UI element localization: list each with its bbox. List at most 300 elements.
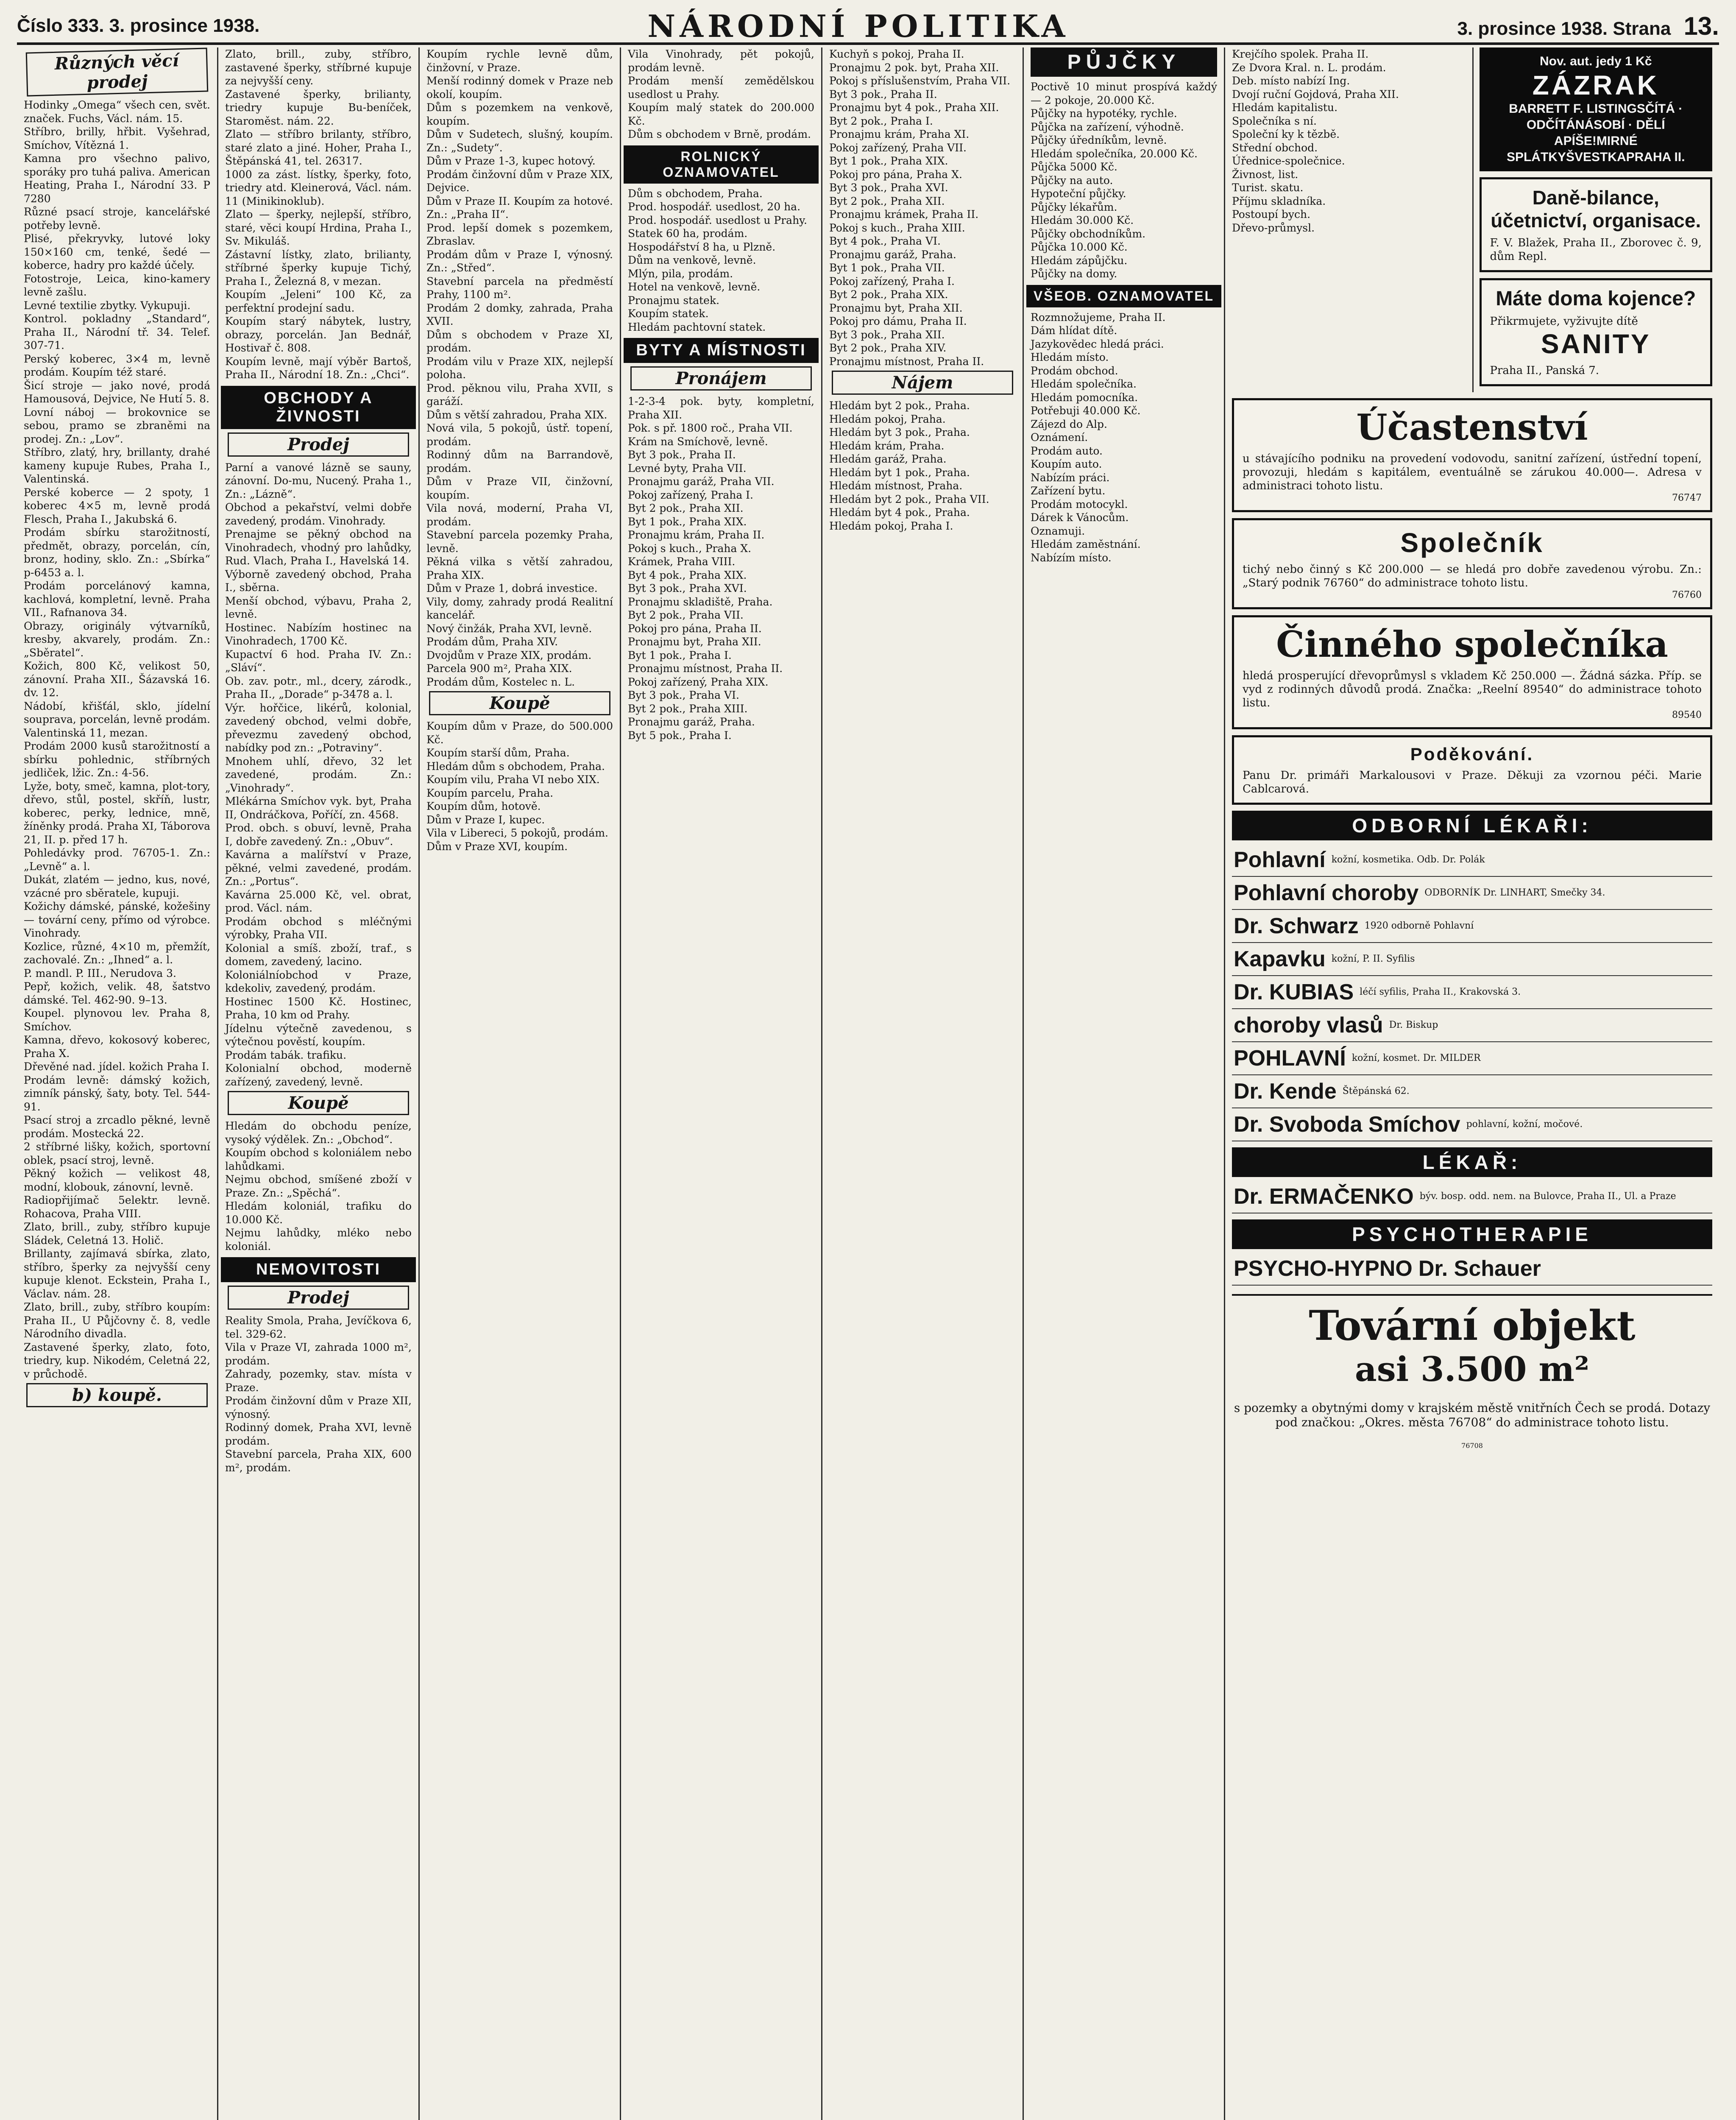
classified-ad: Hledám místo. (1031, 351, 1109, 363)
lekar-name: Dr. Kende (1234, 1079, 1337, 1104)
classified-ad: Krám na Smíchově, levně. (628, 435, 768, 448)
classified-ad: Vila nová, moderní, Praha VI, prodám. (426, 502, 613, 528)
classified-ad: BARRETT F. LISTING (1509, 102, 1637, 116)
classified-ad: Stříbro, brilly, hřbit. Vyšehrad, Smíchov, Vítězná 1. (24, 126, 210, 151)
classified-ad: Hledám pokoj, Praha. (829, 413, 946, 425)
classified-ad: Půjčky na domy. (1031, 268, 1117, 280)
classified-ad: Zástavní lístky, zlato, brilianty, stříbrné šperky kupuje Tichý, Praha I., Železná 8, v mezan. (225, 248, 412, 287)
classified-ad: Prodám 2000 kusů starožitností a sbírku pohlednic, stříbrných jedliček, lžic. Zn.: 4-56. (24, 740, 210, 779)
classified-ad: Dům v Praze II. Koupím za hotové. Zn.: „Praha II“. (426, 195, 613, 220)
classified-ad: Pokoj pro dámu, Praha II. (829, 315, 967, 327)
col7-left-ads (1232, 47, 1472, 392)
classified-ad: Prod. lepší domek s pozemkem, Zbraslav. (426, 221, 613, 247)
section-rolnicky: ROLNICKÝ OZNAMOVATEL (624, 145, 819, 184)
classified-ad: Hledám společníka, 20.000 Kč. (1031, 147, 1198, 160)
classified-ad: Pokoj s kuch., Praha XIII. (829, 221, 965, 234)
classified-ad: Půjčky lékařům. (1031, 201, 1117, 213)
classified-ad: Různé psací stroje, kancelářské potřeby levně. (24, 206, 210, 232)
classified-ad: Byt 3 pok., Praha XII. (829, 328, 945, 341)
classified-ad: Kavárna 25.000 Kč, vel. obrat, prod. Václ. nám. (225, 888, 412, 914)
classified-ad: Hledám společníka. (1031, 378, 1137, 390)
classified-ad: Hledám byt 4 pok., Praha. (829, 506, 970, 519)
classified-ad: Zlato — šperky, nejlepší, stříbro, staré, věci koupí Hrdina, Praha I., Sv. Mikuláš. (225, 208, 412, 247)
psycho-row (1232, 1252, 1712, 1286)
classified-ad: Lovní náboj — brokovnice se sebou, pramo se zbraněmi na prodej. Zn.: „Lov“. (24, 406, 210, 445)
classified-ad: Byt 1 pok., Praha XIX. (829, 155, 948, 167)
lekar-row-0 (1232, 844, 1712, 877)
classified-ad: Levné textilie zbytky. Vykupuji. (24, 299, 191, 312)
classified-ad: Prodám sbírku starožitností, předmět, obrazy, porcelán, cín, bronz, hodiny, sklo. Zn.: „Sbírka“ p-6453 a. l. (24, 526, 210, 579)
classified-ad: Prodám menší zemědělskou usedlost u Prahy. (628, 75, 814, 100)
classified-ad: Prodám dům v Praze I, výnosný. Zn.: „Střed“. (426, 248, 613, 274)
classified-ad: Byt 2 pok., Praha I. (829, 114, 933, 127)
classified-ad: Výr. hořčice, likérů, kolonial, zavedený obchod, velmi dobře, převezmu zavedený obchod, nabídky pod zn.: „Potraviny“. (225, 701, 412, 754)
classified-ad: Stavební parcela, Praha XIX, 600 m², prodám. (225, 1448, 412, 1474)
lekar-row-6 (1232, 1042, 1712, 1075)
lekar-detail: Dr. Biskup (1389, 1020, 1438, 1030)
classified-ad: Hledám byt 3 pok., Praha. (829, 426, 970, 438)
classified-ad: Hledám zápůjčku. (1031, 254, 1128, 267)
classified-ad: Pěkná vilka s větší zahradou, Praha XIX. (426, 555, 613, 581)
classified-ad: Obchod a pekařství, velmi dobře zavedený, prodám. Vinohrady. (225, 501, 412, 527)
classified-ad: Statek 60 ha, prodám. (628, 227, 748, 240)
classified-ad: Vily, domy, zahrady prodá Realitní kancelář. (426, 595, 613, 621)
classified-ad: Pronajmu byt, Praha XII. (829, 301, 963, 314)
classified-ad: Byt 5 pok., Praha I. (628, 729, 732, 742)
classified-ad: Byt 3 pok., Praha II. (829, 88, 937, 100)
section-prodej2: Prodej (228, 1286, 409, 1310)
classified-ad: Stavební parcela na předměstí Prahy, 1100 m². (426, 275, 613, 301)
lekar-detail: léčí syfilis, Praha II., Krakovská 3. (1360, 987, 1521, 997)
classified-ad: Perský koberec, 3×4 m, levně prodám. Koupím též staré. (24, 352, 210, 378)
classified-ad: Hledám zaměstnání. (1031, 538, 1141, 550)
spolecnik-text: tichý nebo činný s Kč 200.000 — se hledá pro dobře zavedenou výrobu. Zn.: „Starý podnik 76760“ do administrace tohoto listu. (1243, 563, 1702, 589)
classified-ad: Obrazy, originály výtvarníků, kresby, akvarely, prodám. Zn.: „Sběratel“. (24, 619, 210, 659)
classified-ad: Prod. hospodář. usedlost u Prahy. (628, 214, 807, 226)
classified-ad: Zlato, brill., zuby, stříbro, zastavené šperky, stříbrné kupuje za nejvyšší ceny. (225, 48, 412, 87)
classified-ad: Půjčky na auto. (1031, 174, 1113, 187)
classified-ad: Pokoj zařízený, Praha I. (628, 488, 753, 501)
classified-ad: Dárek k Vánocům. (1031, 511, 1129, 524)
cinneho-title: Činného společníka (1276, 623, 1668, 665)
classified-ad: Koupím dům v Praze, do 500.000 Kč. (426, 720, 613, 746)
classified-ad: Jídelnu výtečně zavedenou, s výtečnou pověstí, koupím. (225, 1022, 412, 1048)
classified-ad: Pronajmu krámek, Praha II. (829, 208, 979, 220)
classified-ad: Nejmu obchod, smíšené zboží v Praze. Zn.: „Spěchá“. (225, 1173, 412, 1199)
classified-ad: Dům na venkově, levně. (628, 254, 756, 266)
classified-ad: Prodám porcelánový kamna, kachlová, kompletní, levně. Praha VII., Rafnanova 34. (24, 580, 210, 619)
classified-ad: Pronajmu místnost, Praha II. (829, 355, 984, 368)
classified-ad: Pronajmu garáž, Praha VII. (628, 475, 775, 488)
psycho-name: PSYCHO-HYPNO (1234, 1256, 1413, 1281)
classified-ad: Brillanty, zajímavá sbírka, zlato, stříbro, šperky za nejvyšší ceny kupuje klenot. Eckstein, Praha I., Václav. nám. 28. (24, 1247, 210, 1300)
classified-ad: Byt 1 pok., Praha VII. (829, 262, 945, 274)
classified-ad: Dům v Praze XVI, koupím. (426, 840, 568, 853)
lekari-list (1232, 844, 1712, 1141)
column-7 (1225, 47, 1719, 2120)
classified-ad: Hledám byt 2 pok., Praha. (829, 399, 970, 412)
factory-code: 76708 (1461, 1442, 1483, 1450)
classified-ad: Prodám obchod. (1031, 364, 1118, 377)
classified-ad: Nová vila, 5 pokojů, ústř. topení, prodám. (426, 422, 613, 448)
classified-ad: Zájezd do Alp. (1031, 418, 1107, 430)
classified-ad: Oznámení. (1031, 431, 1088, 444)
spolecnik-title: Společník (1400, 527, 1544, 558)
classified-ad: Radiopřijímač 5elektr. levně. Rohacova, Praha VIII. (24, 1194, 210, 1220)
classified-ad: Ze Dvora Kral. n. L. prodám. (1232, 61, 1386, 74)
classified-ad: Dukát, zlatém — jedno, kus, nové, vzácné pro sběratele, kupuji. (24, 873, 210, 899)
classified-ad: Prenajme se pěkný obchod na Vinohradech, vhodný pro lahůdky, Rud. Vlach, Praha I., Havelská 14. (225, 528, 412, 567)
classified-ad: Byt 2 pok., Praha XII. (628, 502, 744, 514)
lekar-row-4 (1232, 976, 1712, 1009)
lekar-name: Pohlavní (1234, 848, 1326, 872)
classified-ad: Půjčka 5000 Kč. (1031, 161, 1117, 173)
classified-ad: Byt 4 pok., Praha XIX. (628, 569, 747, 581)
classified-ad: Pokoj pro pána, Praha II. (628, 622, 762, 635)
classified-ad: Koupím „Jeleni“ 100 Kč, za perfektní prodejní sadu. (225, 288, 412, 314)
classified-ad: Kavárna a malířství v Praze, pěkné, velmi zavedené, prodám. Zn.: „Portus“. (225, 848, 412, 887)
col6-ads-a (1031, 80, 1217, 281)
podekovani-text: Panu Dr. primáři Markalousovi v Praze. Děkuji za vzornou péči. Marie Cablcarová. (1243, 769, 1702, 795)
col5-ads-a (829, 47, 1016, 368)
classified-ad: 1000 za zást. lístky, šperky, foto, triedry atd. Kleinerová, Václ. nám. 11 (Minikinoklub). (225, 168, 412, 207)
classified-ad: Koupím statek. (628, 307, 709, 320)
classified-ad: Koupím starší dům, Praha. (426, 747, 570, 759)
classified-ad: Perské koberce — 2 spoty, 1 koberec 4×5 m, levně prodá Flesch, Praha I., Jakubská 6. (24, 486, 210, 525)
classified-ad: Koupím malý statek do 200.000 Kč. (628, 101, 814, 127)
classified-ad: Šicí stroje — jako nové, prodá Hamousová, Dejvice, Ne Hutí 5. 8. (24, 379, 210, 405)
section-prodej: Prodej (228, 432, 409, 457)
classified-ad: Půjčka na zařízení, výhodně. (1031, 120, 1184, 133)
classified-ad: Byt 2 pok., Praha XIV. (829, 342, 947, 354)
classified-ad: Parní a vanové lázně se sauny, zánovní. Do-mu, Nucený. Praha 1., Zn.: „Lázně“. (225, 461, 412, 500)
infant-title: Máte doma kojence? (1496, 287, 1696, 310)
classified-ad: Nabízím místo. (1031, 551, 1112, 564)
lekar-name: Kapavku (1234, 947, 1326, 971)
classified-ad: Dům v Praze I, kupec. (426, 813, 545, 826)
classified-ad: PRAHA II. (1626, 150, 1685, 164)
classified-ad: Ob. zav. potr., ml., dcery, zárodk., Praha II., „Dorade“ p-3478 a. l. (225, 675, 412, 700)
classified-ad: Úřednice-společnice. (1232, 155, 1345, 167)
col2-ads-c (225, 1119, 412, 1253)
section-byty: BYTY A MÍSTNOSTI (624, 338, 819, 363)
classified-ad: Nádobí, křišťál, sklo, jídelní souprava, porcelán, levně prodám. Valentinská 11, mezan. (24, 700, 210, 739)
classified-ad: Koupím dům, hotově. (426, 800, 541, 812)
lekar-name: POHLAVNÍ (1234, 1046, 1346, 1071)
classified-ad: Hostinec 1500 Kč. Hostinec, Praha, 10 km od Prahy. (225, 995, 412, 1021)
classified-ad: Hodinky „Omega“ všech cen, svět. značek. Fuchs, Václ. nám. 15. (24, 99, 210, 125)
lekar-name: choroby vlasů (1234, 1013, 1383, 1038)
classified-ad: Koupím rychle levně dům, činžovní, v Praze. (426, 48, 613, 74)
lekar-name: Dr. Schwarz (1234, 914, 1359, 938)
lekar-name: Dr. Svoboda Smíchov (1234, 1112, 1460, 1137)
classified-ad: Pronajmu krám, Praha II. (628, 529, 765, 541)
classified-ad: Byt 2 pok., Praha VII. (628, 609, 744, 621)
classified-ad: Dvojdům v Praze XIX, prodám. (426, 649, 592, 661)
classified-ad: Vila v Praze VI, zahrada 1000 m², prodám. (225, 1341, 412, 1367)
classified-ad: Kožich, 800 Kč, velikost 50, zánovní. Praha XII., Šázavská 16. dv. 12. (24, 660, 210, 699)
col2-ads-d (225, 1314, 412, 1474)
factory-size: asi 3.500 m² (1354, 1349, 1590, 1389)
classified-ad: Pokoj s kuch., Praha X. (628, 542, 752, 555)
page-number: 13. (1683, 11, 1719, 40)
classified-ad: Prodám dům, Kostelec n. L. (426, 675, 575, 688)
classified-ad: Dvojí ruční Gojdová, Praha XII. (1232, 88, 1399, 100)
classified-ad: Pronajmu krám, Praha XI. (829, 128, 970, 140)
section-koupe2: Koupě (429, 691, 610, 715)
newspaper-title: NÁRODNÍ POLITIKA (647, 8, 1070, 44)
classified-ad: Hledám byt 1 pok., Praha. (829, 466, 970, 479)
col7-right-boxes (1472, 47, 1713, 392)
classified-ad: Parcela 900 m², Praha XIX. (426, 662, 572, 675)
classified-ad: Lyže, boty, smeč, kamna, plot-tory, dřevo, stůl, postel, skříň, lustr, koberec, perky, lednice, mně, žíněnky prodá. Praha XI, Táborova 21, II. p. před 17 h. (24, 780, 210, 846)
classified-ad: Hledám dům s obchodem, Praha. (426, 760, 605, 773)
classified-ad: Krámek, Praha VIII. (628, 555, 736, 568)
classified-ad: Vila Vinohrady, pět pokojů, prodám levně. (628, 48, 814, 74)
classified-ad: Kolonialní obchod, moderně zařízený, zavedený, levně. (225, 1062, 412, 1088)
section-ruzne: Různých věcí prodej (26, 47, 209, 96)
date: 3. prosince 1938. Strana (1457, 18, 1671, 39)
classified-ad: Pokoj zařízený, Praha I. (829, 275, 955, 287)
column-1 (17, 47, 218, 2120)
classified-ad: Menší obchod, výbavu, Praha 2, levně. (225, 594, 412, 620)
lekar-detail: kožní, P. II. Syfilis (1331, 954, 1415, 964)
classified-ad: Dům s obchodem v Brně, prodám. (628, 128, 811, 140)
classified-ad: Hostinec. Nabízím hostinec na Vinohradech, 1700 Kč. (225, 621, 412, 647)
classified-ad: Pěkný kožich — velikost 48, modní, klobouk, zánovní, levně. (24, 1167, 210, 1193)
classified-ad: Prod. obch. s obuví, levně, Praha I, dobře zavedený. Zn.: „Obuv“. (225, 822, 412, 848)
classified-ad: Dám hlídat dítě. (1031, 324, 1117, 337)
spolecnik-code: 76760 (1672, 590, 1702, 600)
infant-ad (1480, 278, 1713, 386)
col5-ads-b (829, 399, 1016, 533)
factory-title: Tovární objekt (1309, 1302, 1636, 1350)
classified-ad: Koloniálníobchod v Praze, kdekoliv, zavedený, prodám. (225, 968, 412, 994)
lekar-row-5 (1232, 1009, 1712, 1042)
classified-ad: Kupactví 6 hod. Praha IV. Zn.: „Sláví“. (225, 648, 412, 674)
classified-ad: Byt 1 pok., Praha I. (628, 649, 732, 661)
classified-ad: Kamna, dřevo, kokosový koberec, Praha X. (24, 1034, 210, 1060)
classified-ad: Zlato, brill., zuby, stříbro kupuje Sládek, Celetná 13. Holič. (24, 1221, 210, 1247)
classified-ad: Zastavené šperky, brilianty, triedry kupuje Bu-beníček, Staroměst. nám. 22. (225, 88, 412, 127)
classified-ad: Pronajmu statek. (628, 294, 720, 307)
classified-ad: Deb. místo nabízí Ing. (1232, 75, 1350, 87)
classified-ad: Dům s pozemkem na venkově, koupím. (426, 101, 613, 127)
lekar-name: Pohlavní choroby (1234, 881, 1419, 905)
classified-ad: Nejmu lahůdky, mléko nebo koloniál. (225, 1227, 412, 1252)
infant-subtitle: Přikrmujete, vyživujte dítě (1490, 315, 1638, 328)
tax-title: Daně-bilance, účetnictví, organisace. (1491, 187, 1701, 232)
classified-ad: Kozlice, různé, 4×10 m, přemžít, zachovalé. Zn.: „Ihned“ a. l. (24, 940, 210, 966)
tax-ad (1480, 177, 1713, 272)
classified-ad: SČÍTÁ · ODČÍTÁ (1526, 102, 1683, 132)
classified-ad: Rodinný domek, Praha XVI, levně prodám. (225, 1421, 412, 1447)
lekar-detail: kožní, kosmetika. Odb. Dr. Polák (1331, 854, 1485, 865)
section-pronajem: Pronájem (630, 366, 812, 391)
classified-ad: Koupím starý nábytek, lustry, obrazy, porcelán. Jan Bednář, Hostivař č. 808. (225, 315, 412, 354)
calc-title: ZÁZRAK (1532, 70, 1659, 100)
classified-ad: Oznamuji. (1031, 524, 1085, 537)
classified-ad: Hledám koloniál, trafiku do 10.000 Kč. (225, 1200, 412, 1226)
classified-ad: Dům s větší zahradou, Praha XIX. (426, 408, 607, 421)
classified-ad: Kontrol. pokladny „Standard“, Praha II., Národní tř. 34. Telef. 307-71. (24, 312, 210, 351)
psycho-doctor: Dr. Schauer (1418, 1256, 1541, 1281)
classified-ad: Reality Smola, Praha, Jevíčkova 6, tel. 329-62. (225, 1314, 412, 1340)
classified-ad: Hledám do obchodu peníze, vysoký výdělek. Zn.: „Obchod“. (225, 1120, 412, 1146)
classified-ad: Kuchyň s pokoj, Praha II. (829, 48, 964, 60)
lekar-detail: pohlavní, kožní, močové. (1466, 1119, 1583, 1130)
cinneho-code: 89540 (1672, 710, 1702, 720)
classified-ad: Pronajmu byt 4 pok., Praha XII. (829, 101, 999, 114)
classified-ad: Zlato, brill., zuby, stříbro koupím: Praha II., U Půjčovny č. 8, vedle Národního divadla. (24, 1301, 210, 1340)
section-pujcky: PŮJČKY (1031, 47, 1217, 77)
column-2 (218, 47, 420, 2120)
classified-ad: Jazykovědec hledá práci. (1031, 338, 1164, 350)
col4-ads-c (628, 395, 814, 742)
lekar-name: Dr. KUBIAS (1234, 980, 1354, 1004)
classified-ad: Stavební parcela pozemky Praha, levně. (426, 529, 613, 555)
classified-ad: Levné byty, Praha VII. (628, 462, 747, 474)
col2-ads-a (225, 47, 412, 382)
date-page (1457, 11, 1719, 41)
classified-ad: Kožichy dámské, pánské, kožešiny — tovární ceny, přímo od výrobce. Vinohrady. (24, 900, 210, 939)
classified-ad: Dřevo-průmysl. (1232, 221, 1315, 234)
column-3 (420, 47, 621, 2120)
ad-ucastenstvi (1232, 398, 1712, 512)
classified-ad: Příjmu skladníka. (1232, 195, 1326, 207)
calc-lines (1484, 101, 1708, 165)
classified-ad: Živnost, list. (1232, 168, 1299, 181)
classified-ad: Dům v Praze 1, dobrá investice. (426, 582, 598, 594)
classified-ad: Prodám auto. (1031, 444, 1103, 457)
classified-ad: Pohledávky prod. 76705-1. Zn.: „Levně“ a. l. (24, 847, 210, 873)
section-koupe: Koupě (228, 1091, 409, 1115)
classified-ad: Dům v Praze VII, činžovní, koupím. (426, 475, 613, 501)
col1-ads (24, 98, 210, 1381)
classified-ad: Prodám vilu v Praze XIX, nejlepší poloha. (426, 355, 613, 381)
col3-ads-a (426, 47, 613, 689)
classified-ad: Pronajmu garáž, Praha. (829, 248, 956, 261)
classified-ad: Poctivě 10 minut prospívá každý — 2 pokoje, 20.000 Kč. (1031, 81, 1217, 106)
classified-ad: Koupel. plynovou lev. Praha 8, Smíchov. (24, 1007, 210, 1033)
lekar-row-3 (1232, 943, 1712, 976)
lekar-detail: ODBORNÍK Dr. LINHART, Smečky 34. (1424, 887, 1605, 898)
classified-ad: Prodám motocykl. (1031, 498, 1128, 510)
classified-ad: Pronajmu skladiště, Praha. (628, 595, 773, 608)
classified-ad: Mlýn, pila, prodám. (628, 267, 733, 280)
classified-ad: Hledám pomocníka. (1031, 391, 1138, 404)
classified-ad: Společní ky k tězbě. (1232, 128, 1340, 140)
classified-ad: Hledám krám, Praha. (829, 439, 945, 452)
infant-tail: Praha II., Panská 7. (1490, 364, 1599, 377)
classified-ad: Prodám činžovní dům v Praze XII, výnosný. (225, 1395, 412, 1420)
classified-ad: Rodinný dům na Barrandově, prodám. (426, 449, 613, 474)
classified-ad: Hypoteční půjčky. (1031, 187, 1126, 200)
classified-ad: 1-2-3-4 pok. byty, kompletní, Praha XII. (628, 395, 814, 421)
col2-ads-b (225, 461, 412, 1089)
col3-ads-b (426, 720, 613, 853)
classified-ad: NÁSOBÍ · DĚLÍ A (1554, 118, 1665, 148)
classified-ad: Dřevěné nad. jídel. kožich Praha I. (24, 1060, 209, 1073)
section-nemovitosti: NEMOVITOSTI (221, 1257, 416, 1282)
classified-ad: Střední obchod. (1232, 141, 1318, 154)
classified-ad: Koupím obchod s koloniálem nebo lahůdkami. (225, 1146, 412, 1172)
classified-ad: Koupím parcelu, Praha. (426, 787, 554, 799)
classified-ad: Zastavené šperky, zlato, foto, triedry, kup. Nikodém, Celetná 22, v průchodě. (24, 1341, 210, 1380)
classified-ad: Dům s obchodem, Praha. (628, 187, 763, 200)
classified-ad: 2 stříbrné lišky, kožich, sportovní oblek, psací stroj, levně. (24, 1141, 210, 1166)
classified-ad: Prodám obchod s mléčnými výrobky, Praha VII. (225, 915, 412, 941)
section-vseob: VŠEOB. OZNAMOVATEL (1026, 285, 1221, 307)
column-6 (1024, 47, 1225, 2120)
classified-ad: Nový činžák, Praha XVI, levně. (426, 622, 592, 635)
classified-ad: Byt 3 pok., Praha XVI. (628, 582, 747, 594)
classified-ad: Koupím auto. (1031, 458, 1102, 470)
psycho-banner: PSYCHOTHERAPIE (1232, 1219, 1712, 1249)
classified-ad: Hledám pokoj, Praha I. (829, 519, 953, 532)
col6-ads-b (1031, 311, 1217, 565)
classified-ad: Zařízení bytu. (1031, 485, 1106, 497)
classified-ad: Pokoj zařízený, Praha VII. (829, 141, 967, 154)
classified-ad: Kolonial a smíš. zboží, traf., s domem, zavedený, lacino. (225, 942, 412, 968)
classified-ad: Postoupí bych. (1232, 208, 1311, 220)
lekar-row-1 (1232, 877, 1712, 910)
classified-ad: Hledám místnost, Praha. (829, 480, 963, 492)
classified-ad: Kamna pro všechno palivo, sporáky pro tuhá paliva. American Heating, Praha I., Národní 33. P 7280 (24, 152, 210, 205)
columns (17, 47, 1719, 2120)
ad-spolecnik (1232, 518, 1712, 609)
classified-ad: Koupím vilu, Praha VI nebo XIX. (426, 773, 600, 786)
classified-ad: Mnohem uhlí, dřevo, 32 let zavedené, prodám. Zn.: „Vinohrady“. (225, 755, 412, 794)
classified-ad: ŠVESTKA (1566, 150, 1626, 164)
classified-ad: Stříbro, zlatý, hry, brillanty, drahé kameny kupuje Rubes, Praha I., Valentinská. (24, 446, 210, 485)
classified-ad: Dům v Praze 1-3, kupec hotový. (426, 155, 596, 167)
classified-ad: Byt 3 pok., Praha XVI. (829, 181, 948, 194)
lekari-banner: ODBORNÍ LÉKAŘI: (1232, 811, 1712, 840)
col7-top-grid (1232, 47, 1712, 392)
classified-ad: Půjčky úředníkům, levně. (1031, 134, 1167, 146)
classified-ad: Byt 2 pok., Praha XII. (829, 195, 945, 207)
classified-ad: Pokoj s příslušenstvím, Praha VII. (829, 75, 1011, 87)
classified-ad: Byt 3 pok., Praha II. (628, 449, 736, 461)
tax-text: F. V. Blažek, Praha II., Zborovec č. 9, dům Repl. (1490, 237, 1702, 263)
classified-ad: Prodám 2 domky, zahrada, Praha XVII. (426, 301, 613, 327)
classified-ad: Pronajmu místnost, Praha II. (628, 662, 783, 675)
classified-ad: Krejčího spolek. Praha II. (1232, 48, 1369, 60)
lekar-row-7 (1232, 1075, 1712, 1108)
classified-ad: Pokoj zařízený, Praha XIX. (628, 675, 769, 688)
classified-ad: Pok. s př. 1800 roč., Praha VII. (628, 422, 793, 434)
classified-ad: Pokoj pro pána, Praha X. (829, 168, 962, 181)
ucastenstvi-code: 76747 (1672, 493, 1702, 503)
classified-ad: Hledám 30.000 Kč. (1031, 214, 1134, 226)
lekar-row-8 (1232, 1108, 1712, 1141)
classified-ad: Hotel na venkově, levně. (628, 281, 761, 293)
column-4 (621, 47, 822, 2120)
classified-ad: Půjčky na hypotéky, rychle. (1031, 107, 1177, 120)
classified-ad: Plisé, překryvky, lutové loky 150×160 cm, tenké, šedé — koberce, hadry pro každé účely. (24, 232, 210, 271)
classified-ad: Byt 3 pok., Praha VI. (628, 689, 739, 701)
lekar-detail: 1920 odborně Pohlavní (1364, 921, 1474, 931)
classified-ad: Hledám garáž, Praha. (829, 453, 947, 465)
classified-ad: Fotostroje, Leica, kino-kamery levně zašlu. (24, 272, 210, 298)
classified-ad: Nabízím práci. (1031, 471, 1110, 484)
classified-ad: Rozmnožujeme, Praha II. (1031, 311, 1166, 324)
calculator-ad (1480, 47, 1713, 171)
classified-ad: Prod. pěknou vilu, Praha XVII, s garáží. (426, 382, 613, 407)
classified-ad: Prodám levně: dámský kožich, zimník pánský, šaty, boty. Tel. 544-91. (24, 1074, 210, 1113)
classified-ad: Hledám kapitalistu. (1232, 101, 1338, 114)
